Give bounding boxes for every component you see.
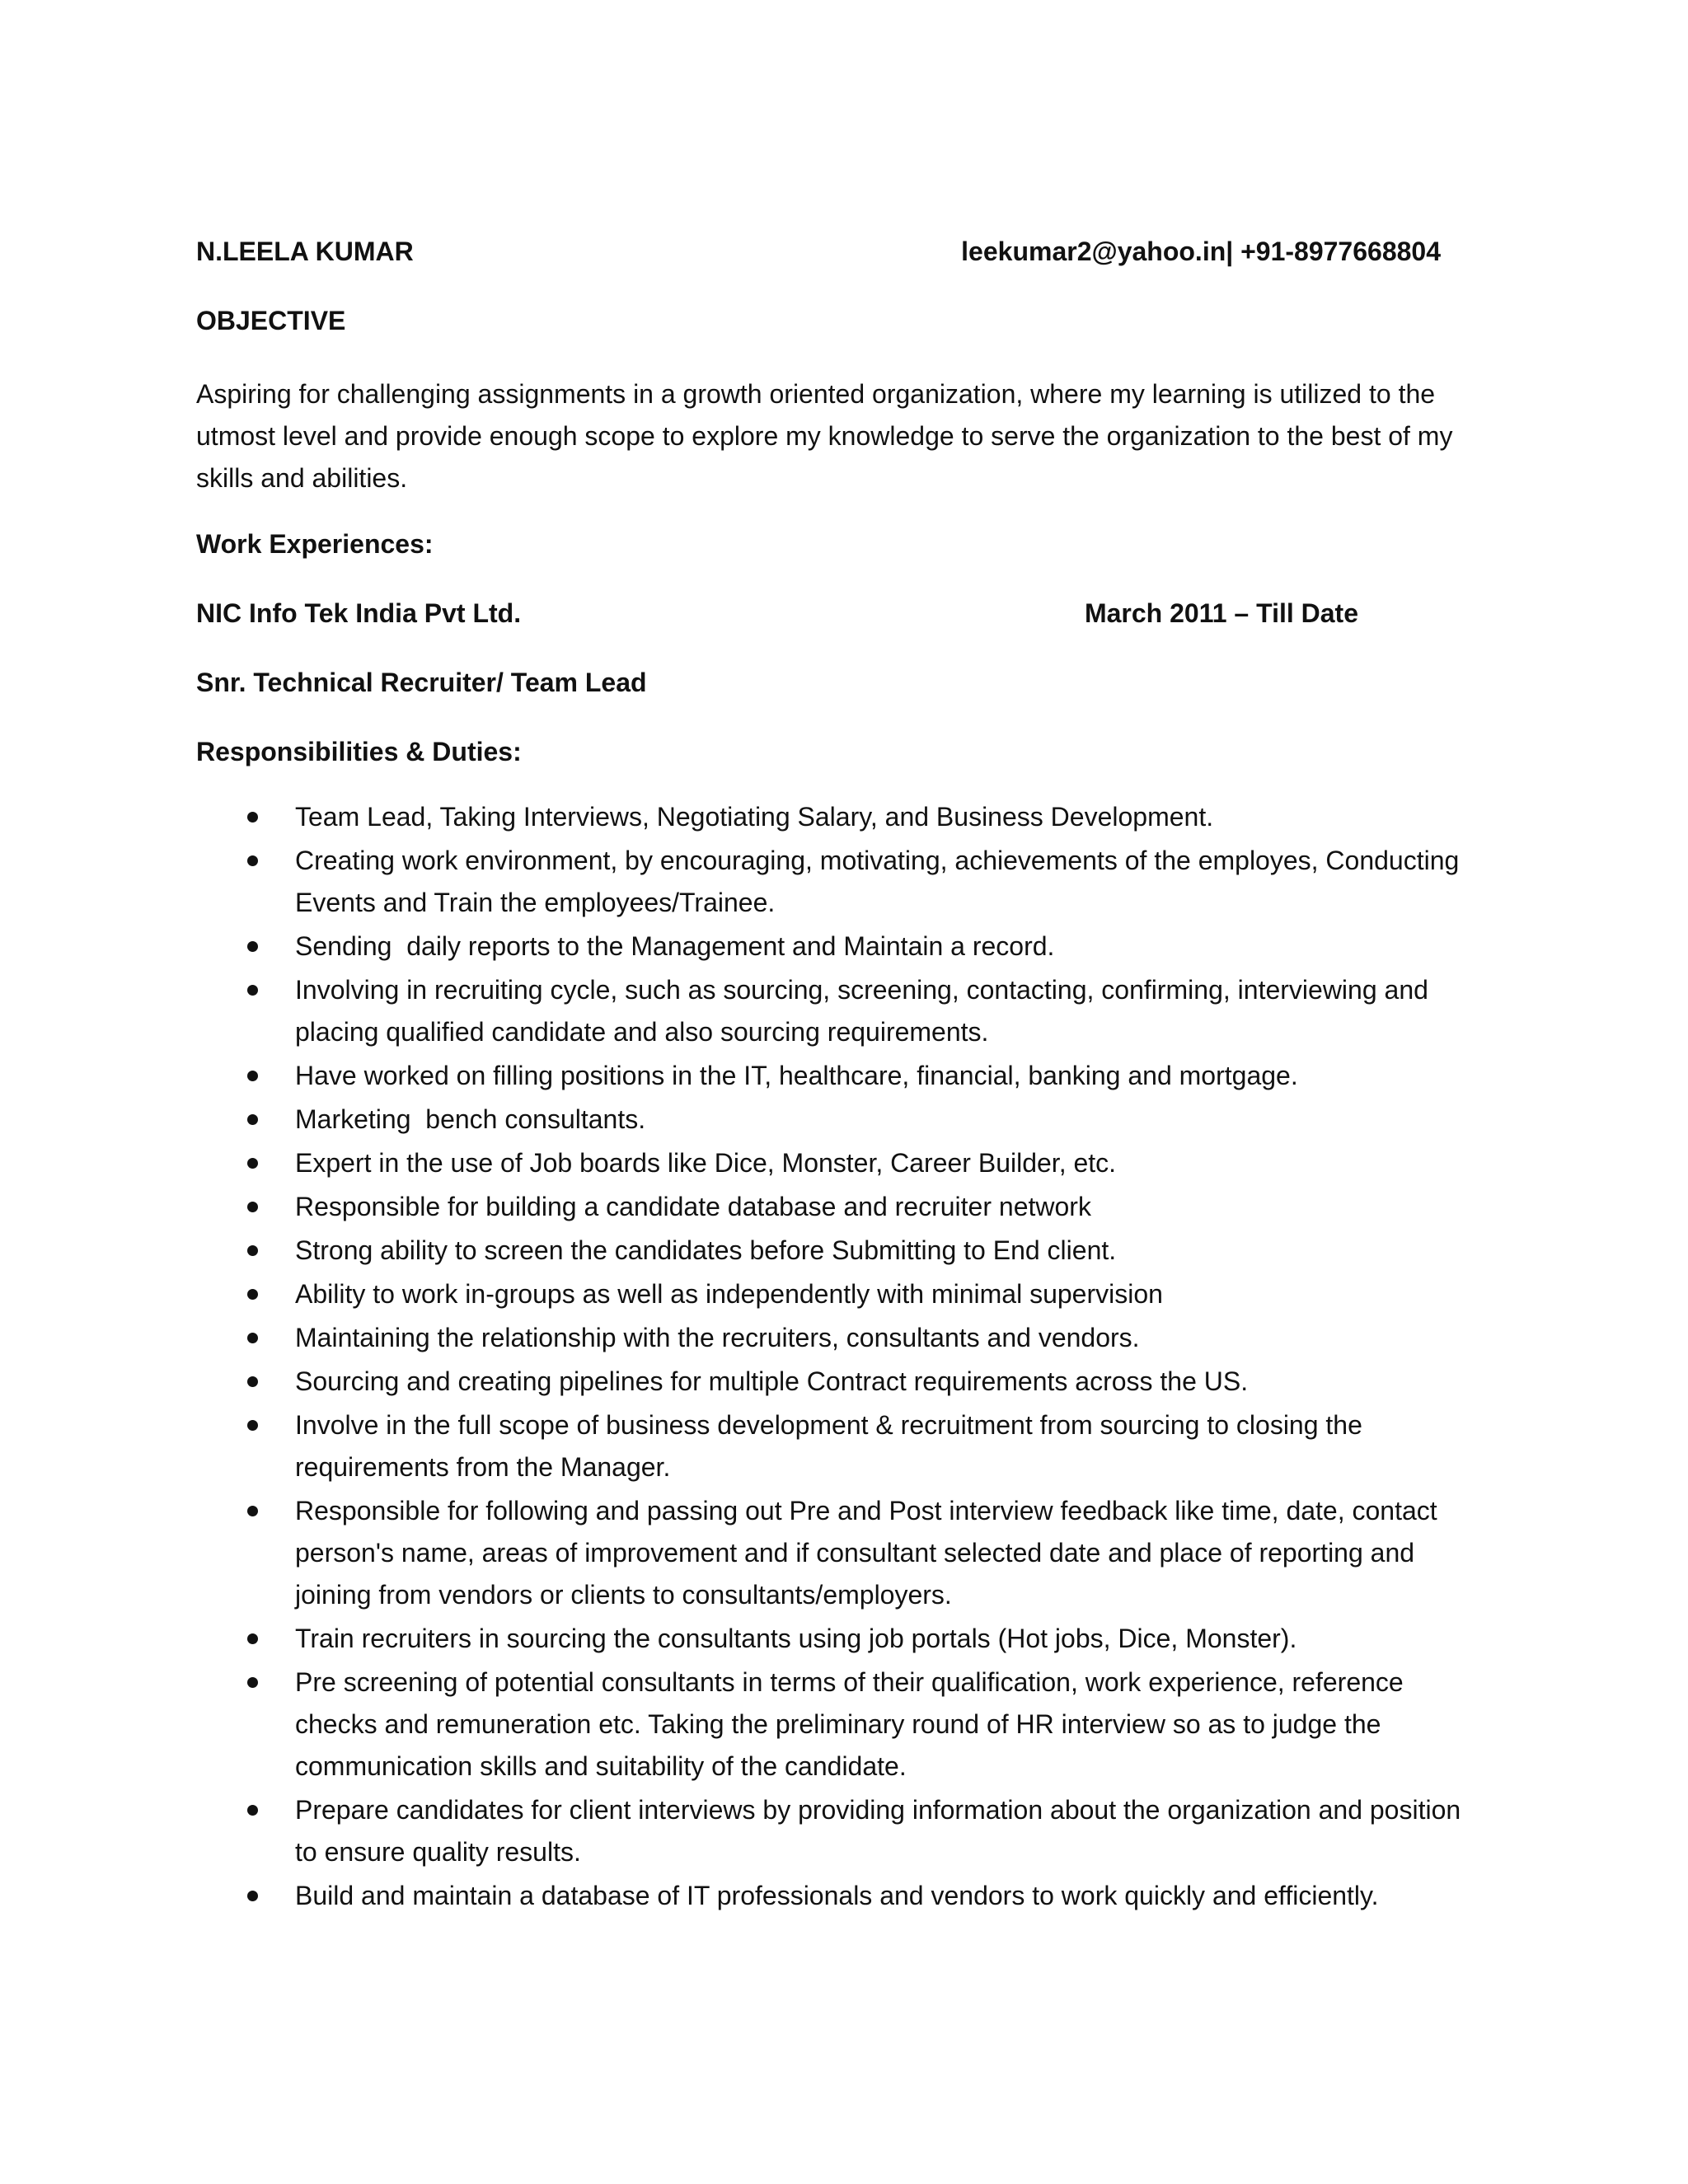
duty-text: Team Lead, Taking Interviews, Negotiating Salary, and Business Development. <box>295 802 1214 832</box>
bullet-icon <box>247 1202 258 1212</box>
candidate-name: N.LEELA KUMAR <box>196 237 414 266</box>
company-row <box>196 597 1358 630</box>
bullet-icon <box>247 1633 258 1644</box>
bullet-icon <box>247 985 258 996</box>
bullet-icon <box>247 1376 258 1387</box>
duty-item <box>196 840 1482 924</box>
duty-item <box>196 1055 1482 1097</box>
duty-text: Strong ability to screen the candidates before Submitting to End client. <box>295 1235 1117 1265</box>
bullet-icon <box>247 1420 258 1431</box>
duty-text: Prepare candidates for client interviews by providing information about the organization and position to ensure quality results. <box>295 1795 1461 1867</box>
bullet-icon <box>247 1891 258 1901</box>
duty-item <box>196 1230 1482 1272</box>
duty-item <box>196 969 1482 1053</box>
duty-text: Creating work environment, by encouraging, motivating, achievements of the employes, Conducting Events and Train the employees/Trainee. <box>295 846 1460 917</box>
bullet-icon <box>247 1071 258 1081</box>
duty-item <box>196 1618 1482 1660</box>
duty-text: Involving in recruiting cycle, such as sourcing, screening, contacting, confirming, interviewing and placing qualified candidate and also sourcing requirements. <box>295 975 1428 1047</box>
bullet-icon <box>247 855 258 866</box>
duty-item <box>196 1789 1482 1873</box>
duty-item <box>196 1317 1482 1359</box>
duty-item <box>196 1875 1482 1917</box>
bullet-icon <box>247 1677 258 1688</box>
bullet-icon <box>247 941 258 952</box>
duty-text: Pre screening of potential consultants in terms of their qualification, work experience, reference checks and remuneration etc. Taking the preliminary round of HR interview so as to judge the communication skills and suitability of the candidate. <box>295 1667 1404 1781</box>
duty-item <box>196 1186 1482 1228</box>
responsibilities-heading: Responsibilities & Duties: <box>196 737 522 766</box>
objective-text: Aspiring for challenging assignments in a growth oriented organization, where my learning is utilized to the utmost level and provide enough scope to explore my knowledge to serve the organization to the best of my skills and abilities. <box>196 379 1453 493</box>
duty-item <box>196 1142 1482 1184</box>
contact-separator: | <box>1226 237 1241 266</box>
bullet-icon <box>247 1506 258 1516</box>
resume-header <box>196 235 1441 268</box>
job-title: Snr. Technical Recruiter/ Team Lead <box>196 668 647 697</box>
duty-text: Build and maintain a database of IT professionals and vendors to work quickly and efficiently. <box>295 1881 1379 1910</box>
employment-period: March 2011 – Till Date <box>1084 598 1358 628</box>
duty-text: Sending daily reports to the Management and Maintain a record. <box>295 931 1055 961</box>
objective-heading: OBJECTIVE <box>196 306 346 335</box>
duty-item <box>196 1099 1482 1141</box>
duty-text: Expert in the use of Job boards like Dice, Monster, Career Builder, etc. <box>295 1148 1117 1178</box>
email-address: leekumar2@yahoo.in <box>961 237 1226 266</box>
bullet-icon <box>247 1158 258 1169</box>
bullet-icon <box>247 812 258 823</box>
duty-text: Maintaining the relationship with the recruiters, consultants and vendors. <box>295 1323 1140 1352</box>
bullet-icon <box>247 1805 258 1816</box>
duty-text: Involve in the full scope of business development & recruitment from sourcing to closing the requirements from the Manager. <box>295 1410 1362 1482</box>
duty-item <box>196 1404 1482 1488</box>
company-name: NIC Info Tek India Pvt Ltd. <box>196 598 522 628</box>
resume-content <box>196 235 1482 1919</box>
duty-text: Ability to work in-groups as well as independently with minimal supervision <box>295 1279 1163 1309</box>
bullet-icon <box>247 1114 258 1125</box>
work-experience-heading: Work Experiences: <box>196 529 434 559</box>
contact-info <box>961 235 1441 268</box>
duties-list <box>196 796 1482 1917</box>
duty-item <box>196 1661 1482 1788</box>
bullet-icon <box>247 1289 258 1300</box>
bullet-icon <box>247 1333 258 1343</box>
duty-text: Marketing bench consultants. <box>295 1104 646 1134</box>
duty-text: Train recruiters in sourcing the consultants using job portals (Hot jobs, Dice, Monster). <box>295 1624 1297 1653</box>
duty-item <box>196 796 1482 838</box>
duty-item <box>196 1490 1482 1616</box>
phone-number: +91-8977668804 <box>1240 237 1441 266</box>
duty-text: Responsible for building a candidate database and recruiter network <box>295 1192 1091 1221</box>
duty-text: Have worked on filling positions in the IT, healthcare, financial, banking and mortgage. <box>295 1061 1298 1090</box>
duty-item <box>196 1273 1482 1315</box>
duty-item <box>196 926 1482 968</box>
duty-text: Sourcing and creating pipelines for multiple Contract requirements across the US. <box>295 1366 1249 1396</box>
duty-text: Responsible for following and passing out Pre and Post interview feedback like time, date, contact person's name, areas of improvement and if consultant selected date and place of reporting and joining from vendors or clients to consultants/employers. <box>295 1496 1437 1610</box>
duty-item <box>196 1361 1482 1403</box>
bullet-icon <box>247 1245 258 1256</box>
